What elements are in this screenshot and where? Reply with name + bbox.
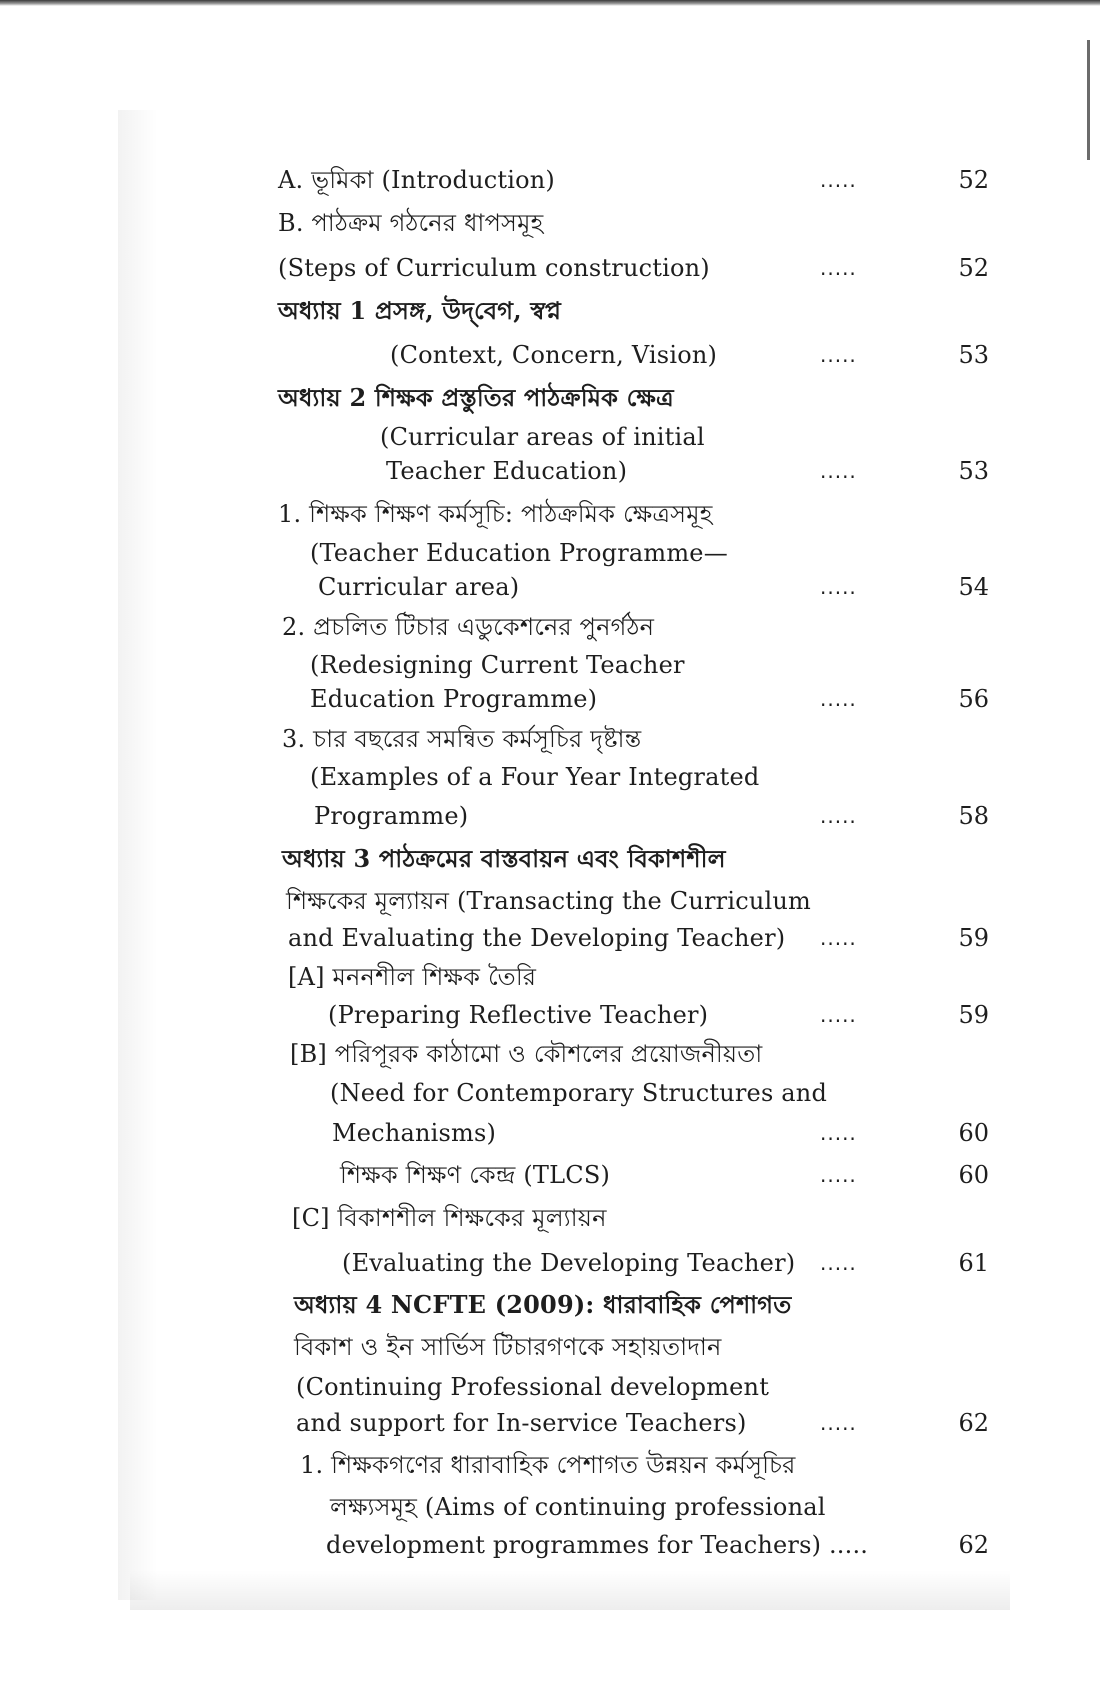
toc-entry-text: 2. প্রচলিত টিচার এডুকেশনের পুনর্গঠন — [282, 613, 655, 641]
toc-leader-dots: ..... — [820, 256, 857, 280]
toc-leader-dots: ..... — [820, 926, 857, 950]
toc-leader-dots: ..... — [820, 1121, 857, 1145]
toc-leader-dots: ..... — [820, 1003, 857, 1027]
toc-leader-dots: ..... — [820, 1163, 857, 1187]
toc-leader-dots: ..... — [820, 459, 857, 483]
toc-entry-text: Mechanisms) — [332, 1119, 497, 1147]
toc-entry-text: 1. শিক্ষকগণের ধারাবাহিক পেশাগত উন্নয়ন কর্মসূচির — [300, 1451, 796, 1479]
toc-page-number: 53 — [958, 341, 989, 369]
toc-entry-text: (Context, Concern, Vision) — [390, 341, 718, 369]
toc-entry-text: Curricular area) — [318, 573, 520, 601]
toc-entry-text: [A] মননশীল শিক্ষক তৈরি — [288, 963, 537, 991]
toc-entry-text: বিকাশ ও ইন সার্ভিস টিচারগণকে সহায়তাদান — [294, 1333, 722, 1361]
toc-entry-text: A. ভূমিকা (Introduction) — [278, 166, 555, 194]
toc-page-number: 60 — [958, 1119, 989, 1147]
toc-entry-text: শিক্ষক শিক্ষণ কেন্দ্র (TLCS) — [340, 1161, 611, 1189]
toc-entry-text: লক্ষ্যসমূহ (Aims of continuing professional — [330, 1493, 826, 1521]
toc-page-number: 62 — [958, 1531, 989, 1559]
toc-entry-text: Programme) — [314, 802, 469, 830]
toc-entry-text: 3. চার বছরের সমন্বিত কর্মসূচির দৃষ্টান্ত — [282, 725, 642, 753]
toc-entry-text: শিক্ষকের মূল্যায়ন (Transacting the Curriculum — [286, 887, 812, 915]
toc-page-number: 52 — [958, 166, 989, 194]
toc-entry-text: 1. শিক্ষক শিক্ষণ কর্মসূচি: পাঠক্রমিক ক্ষেত্রসমূহ — [278, 500, 713, 528]
toc-entry-text: (Redesigning Current Teacher — [310, 651, 685, 679]
toc-page-number: 58 — [958, 802, 989, 830]
toc-entry-text: (Teacher Education Programme— — [310, 539, 728, 567]
toc-entry-text: development programmes for Teachers) ..... — [326, 1531, 869, 1559]
toc-page-number: 60 — [958, 1161, 989, 1189]
toc-entry-text: B. পাঠক্রম গঠনের ধাপসমূহ — [278, 209, 544, 237]
toc-leader-dots: ..... — [820, 575, 857, 599]
toc-leader-dots: ..... — [820, 804, 857, 828]
toc-chapter-heading: অধ্যায় 1 প্রসঙ্গ, উদ্‌বেগ, স্বপ্ন — [278, 296, 562, 325]
toc-entry-text: Education Programme) — [310, 685, 598, 713]
toc-entry-text: and support for In-service Teachers) — [296, 1409, 747, 1437]
toc-chapter-heading: অধ্যায় 4 NCFTE (2009): ধারাবাহিক পেশাগত — [294, 1290, 792, 1319]
toc-entry-text: [B] পরিপূরক কাঠামো ও কৌশলের প্রয়োজনীয়তা — [290, 1040, 763, 1068]
toc-chapter-heading: অধ্যায় 3 পাঠক্রমের বাস্তবায়ন এবং বিকাশশীল — [282, 844, 726, 873]
toc-page-number: 59 — [958, 1001, 989, 1029]
toc-entry-text: (Evaluating the Developing Teacher) — [342, 1249, 796, 1277]
toc-leader-dots: ..... — [820, 343, 857, 367]
toc-leader-dots: ..... — [820, 1411, 857, 1435]
toc-leader-dots: ..... — [820, 687, 857, 711]
toc-page-number: 56 — [958, 685, 989, 713]
toc-entry-text: (Steps of Curriculum construction) — [278, 254, 710, 282]
toc-entry-text: (Preparing Reflective Teacher) — [328, 1001, 709, 1029]
toc-entry-text: (Continuing Professional development — [296, 1373, 770, 1401]
toc-page-number: 61 — [958, 1249, 989, 1277]
toc-page-number: 52 — [958, 254, 989, 282]
toc-leader-dots: ..... — [820, 168, 857, 192]
toc-entry-text: Teacher Education) — [386, 457, 628, 485]
toc-chapter-heading: অধ্যায় 2 শিক্ষক প্রস্তুতির পাঠক্রমিক ক্ষেত্র — [278, 383, 674, 412]
toc-page-number: 53 — [958, 457, 989, 485]
toc-entry-text: (Need for Contemporary Structures and — [330, 1079, 828, 1107]
toc-entry-text: (Curricular areas of initial — [380, 423, 705, 451]
toc-page-number: 59 — [958, 924, 989, 952]
toc-entry-text: [C] বিকাশশীল শিক্ষকের মূল্যায়ন — [292, 1204, 607, 1232]
toc-leader-dots: ..... — [820, 1251, 857, 1275]
toc-page-number: 62 — [958, 1409, 989, 1437]
toc-entry-text: (Examples of a Four Year Integrated — [310, 763, 760, 791]
toc-entry-text: and Evaluating the Developing Teacher) — [288, 924, 786, 952]
toc-page-number: 54 — [958, 573, 989, 601]
